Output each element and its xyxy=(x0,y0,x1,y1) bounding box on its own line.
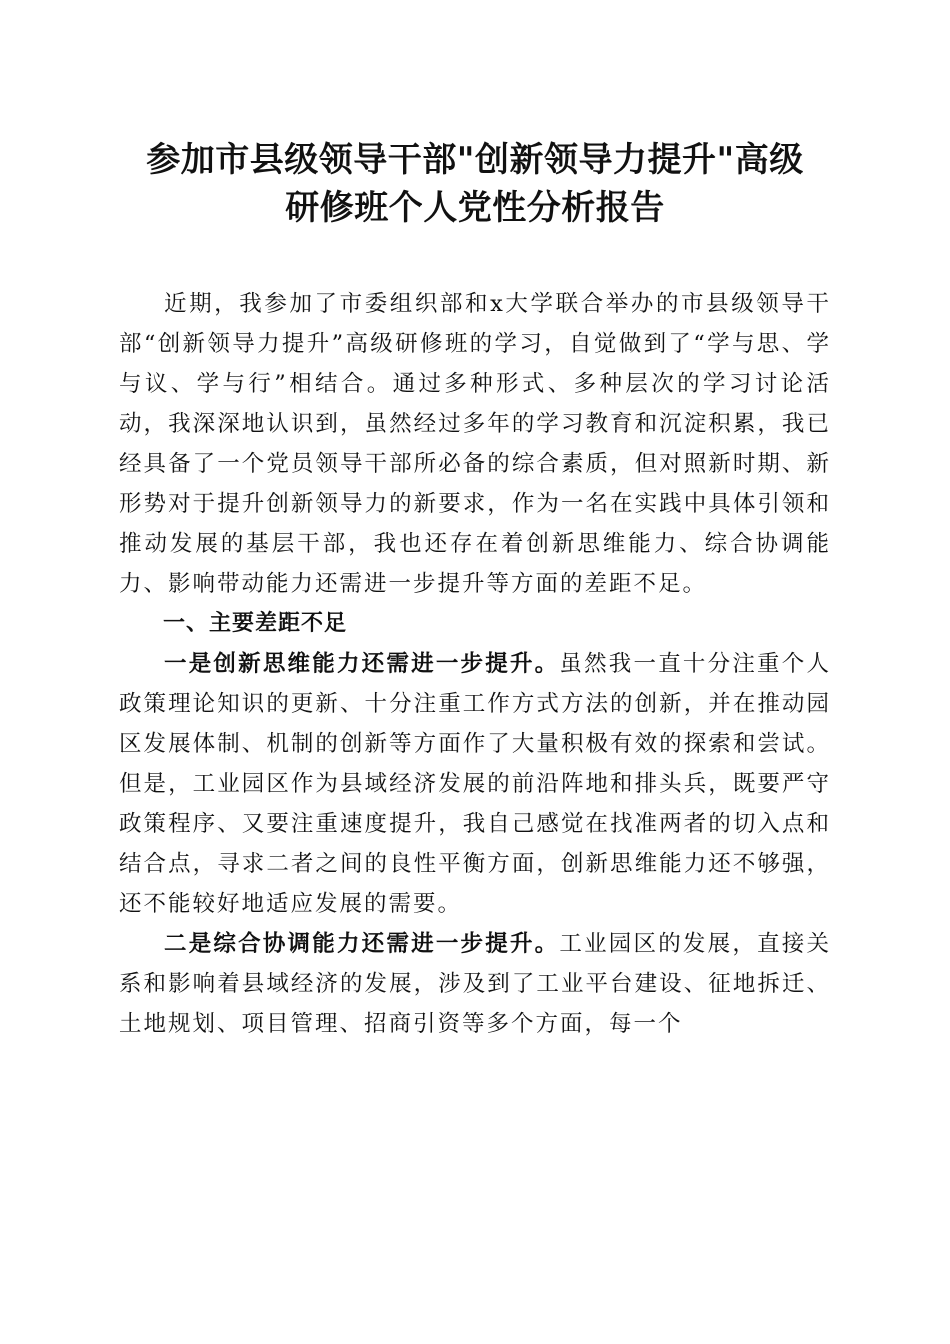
section-heading: 一、主要差距不足 xyxy=(163,611,348,636)
intro-paragraph: 近期，我参加了市委组织部和x大学联合举办的市县级领导干部“创新领导力提升”高级研修班的学习，自觉做到了“学与思、学与议、学与行”相结合。通过多种形式、多种层次的学习讨论活动，我深深地认识到，虽然经过多年的学习教育和沉淀积累，我已经具备了一个党员领导干部所必备的综合素质，但对照新时期、新形势对于提升创新领导力的新要求，作为一名在实践中具体引领和推动发展的基层干部，我也还存在着创新思维能力、综合协调能力、影响带动能力还需进一步提升等方面的差距不足。 xyxy=(119,291,831,597)
title-line-1: 参加市县级领导干部"创新领导力提升"高级 xyxy=(146,140,804,180)
title-line-2: 研修班个人党性分析报告 xyxy=(285,188,665,228)
document-title xyxy=(110,136,840,232)
point-2-body: 工业园区的发展，直接关系和影响着县域经济的发展，涉及到了工业平台建设、征地拆迁、土地规划、项目管理、招商引资等多个方面，每一个 xyxy=(119,931,831,1037)
document-body xyxy=(119,284,831,1044)
point-2-lead: 二是综合协调能力还需进一步提升。 xyxy=(164,931,560,957)
point-1-lead: 一是创新思维能力还需进一步提升。 xyxy=(164,651,560,677)
point-1-paragraph xyxy=(119,644,831,924)
point-2-paragraph xyxy=(119,924,831,1044)
point-1-body: 虽然我一直十分注重个人政策理论知识的更新、十分注重工作方式方法的创新，并在推动园区发展体制、机制的创新等方面作了大量积极有效的探索和尝试。但是，工业园区作为县域经济发展的前沿阵地和排头兵，既要严守政策程序、又要注重速度提升，我自己感觉在找准两者的切入点和结合点，寻求二者之间的良性平衡方面，创新思维能力还不够强，还不能较好地适应发展的需要。 xyxy=(119,651,831,917)
